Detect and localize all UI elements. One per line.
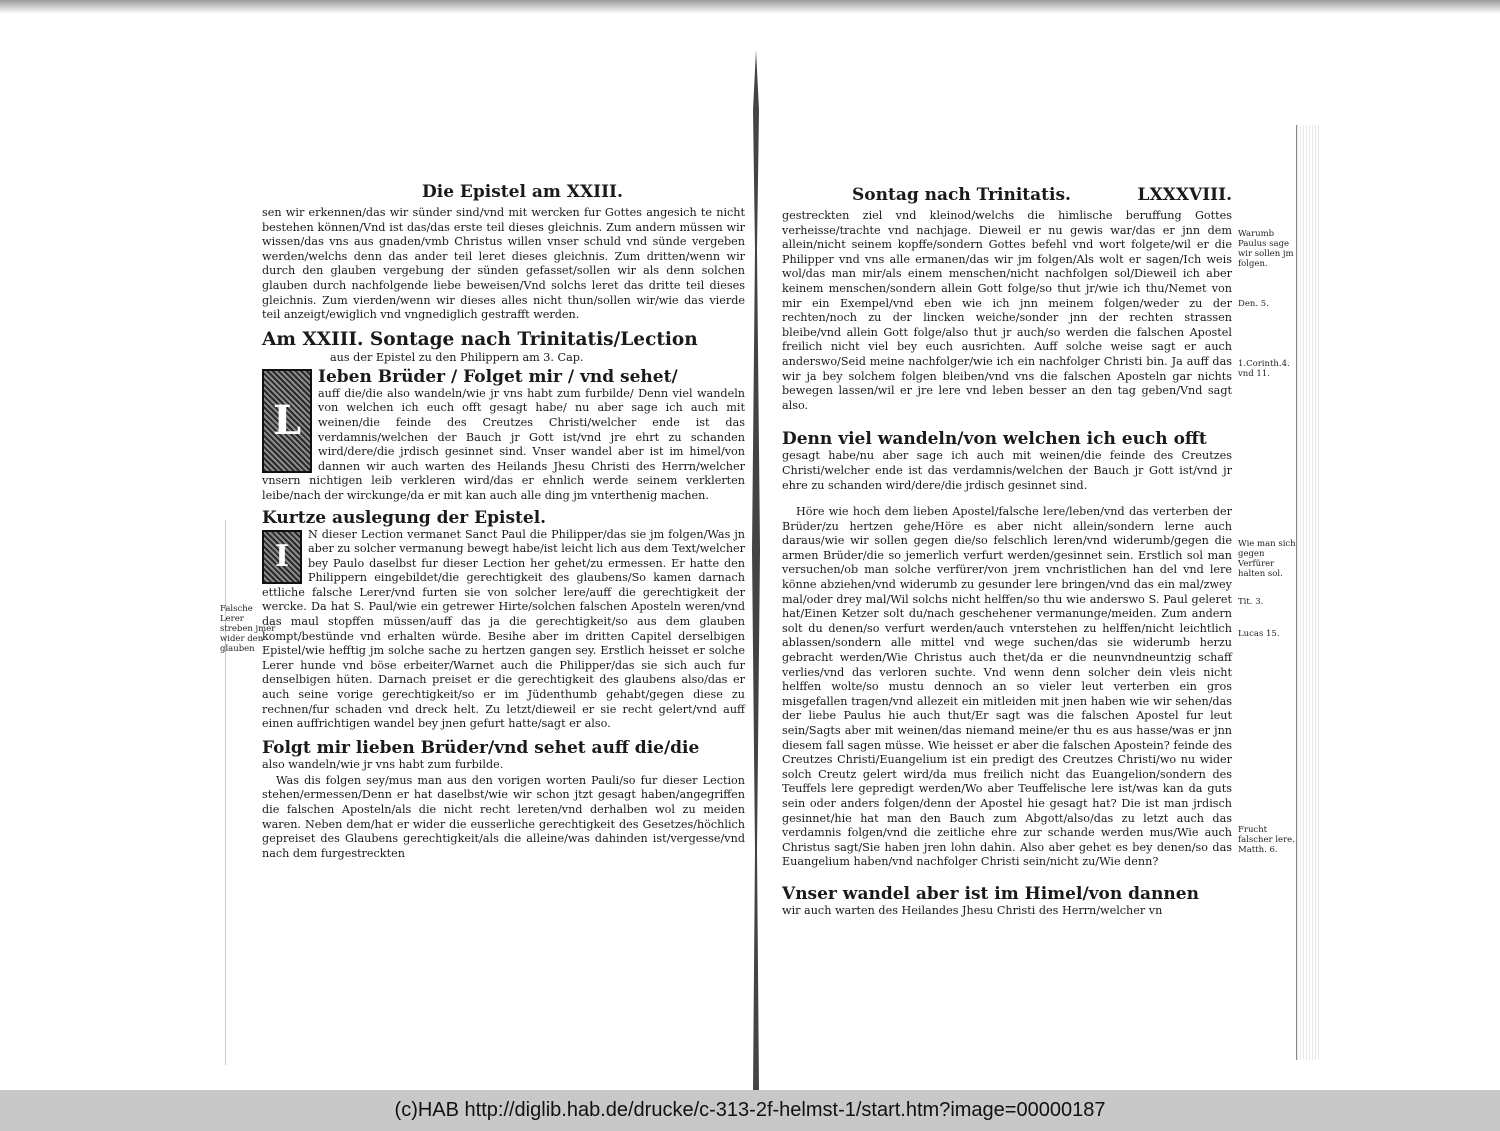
- copyright-caption-bar: [0, 1090, 1500, 1131]
- right-intro-block: [782, 209, 1294, 413]
- lection-block: [262, 367, 745, 504]
- left-intro-text: sen wir erkennen/das wir sünder sind/vnd mit wercken fur Gottes angesich te nicht bestehen können/Vnd ist das/das erste teil dieses gleichnis. Zum andern müssen wir wissen/das vns aus gnaden/vmb Christus willen vnser schuld vnd sünde vergeben werden/welchs denn das ander teil leret dieses gleichnis. Zum dritten/wenn wir durch den glauben vergebung der sünden gefasset/sollen wir als denn solchen glauben durch nachfolgende liebe beweisen/Vnd solchs leret das dritte teil dieses gleichnis. Zum vierden/wenn wir dieses alles nicht thun/sollen wir/wie das vierde teil anzeigt/ewiglich vnd vngnediglich gestrafft werden.: [262, 206, 745, 322]
- right-page: [782, 185, 1296, 919]
- scan-top-edge: [0, 0, 1500, 14]
- auslegung-text: N dieser Lection vermanet Sanct Paul die Philipper/das sie jm folgen/Was jn aber zu solcher vermanung bewegt habe/ist leicht lich aus dem Text/welcher bey Paulo daselbst fur dieser Lection her gehet/zu ermessen. Er hatte den Philippern eingebildet/die gerechtigkeit des glaubens/So kamen darnach ettliche falsche Lerer/vnd furten sie von solcher lere/auff die gerechtigkeit der wercke. Da hat S. Paul/wie ein getrewer Hirte/solchen falschen Aposteln weren/vnd das maul stopffen müssen/auff das ja die gerechtigkeit/so aus dem glauben kompt/bestünde vnd erhalten würde. Besihe aber im dritten Capitel derselbigen Epistel/wie hefftig jm solche sache zu hertzen gangen sey. Erstlich heisset er solche Lerer hunde vnd böse erbeiter/Warnet auch die Philipper/das sie sich auch fur denselbigen hüten. Darnach preiset er die gerechtigkeit des glaubens also/das er auch seine vorige gerechtigkeit/so er im Jüdenthumb gehabt/gegen diese zu rechnen/fur schaden vnd dreck helt. Zu letzt/dieweil er sie recht gelert/vnd auff einen auffrichtigen wandel bey jnen gefurt hatte/sagt er also.: [262, 527, 745, 731]
- vnser-heading: Vnser wandel aber ist im Himel/von dannen: [782, 883, 1199, 904]
- folget-text: Was dis folgen sey/mus man aus den vorigen worten Pauli/so fur dieser Lection stehen/ermessen/Denn er hat daselbst/wie wir schon jtzt gesagt haben/angegriffen die falschen Aposteln/als die nicht recht lereten/vnd derhalben wol zu meiden waren. Neben dem/hat er wider die eusserliche gerechtigkeit des Gesetzes/höchlich gepreiset des Glaubens gerechtigkeit/als die alleine/was dahinden ist/vergesse/vnd nach dem furgestreckten: [262, 773, 745, 860]
- right-running-head: [782, 185, 1232, 205]
- margin-note-5: Tit. 3.: [1238, 597, 1264, 608]
- lection-subheading: aus der Epistel zu den Philippern am 3. Cap.: [330, 350, 584, 364]
- margin-note-4: Wie man sich gegen Verfürer halten sol.: [1238, 539, 1296, 580]
- margin-note-1: Warumb Paulus sage wir sollen jm folgen.: [1238, 229, 1294, 269]
- denn-text: gesagt habe/nu aber sage ich auch mit weinen/die feinde des Creutzes Christi/welcher ende ist das verdamnis/welchen der Bauch jr Gott ist/vnd jr ehre zu schanden wird/dere/die jrdisch gesinnet sind.: [782, 449, 1232, 492]
- margin-note-6: Lucas 15.: [1238, 629, 1280, 640]
- right-intro-text: gestreckten ziel vnd kleinod/welchs die himlische beruffung Gottes verheisse/trachte vnd nachjage. Dieweil er nu gewis war/das er jnn dem allein/nicht seinem kopffe/sondern Gottes befehl vnd wort folgete/wil er die Philipper vnd vns alle ermanen/das wir jm folgen/Als wolt er sagen/Ich weis wol/das man mir/als einem menschen/nicht nachfolgen sol/Dieweil ich aber keinem menschen/sondern allein Gott folge/so thut jr/wie ich thu/Nemet von mir ein Exempel/vnd eben wie ich jnn meinem folgen/weder zu der rechten/noch zu der lincken weiche/sonder jnn der rechten strassen bleibe/vnd allein Gott folge/also thut jr auch/so werden die falschen Apostel freilich nicht viel bey euch ausrichten. Auff solche weise sagt er auch anderswo/Seid meine nachfolger/wie ich ein nachfolger Christi bin. Ja auff das wir ja bey solchem folgen bleiben/vnd vns die falschen Aposteln gar nichts bewegen lassen/wil er jre lere vnd leben besser an den tag geben/Vnd sagt also.: [782, 209, 1232, 412]
- book-gutter: [745, 50, 767, 1090]
- margin-note-falsche-lerer: Falsche Lerer streben jmer wider den glauben: [220, 603, 276, 654]
- hore-text: Höre wie hoch dem lieben Apostel/falsche lere/leben/vnd das verterben der Brüder/zu hertzen gehe/Höre es aber nicht allein/sondern lerne auch daraus/wie wir sollen gegen die/so felschlich leren/vnd widerumb/gegen die armen Brüder/die so jemerlich verfurt werden/gesinnet sein. Erstlich sol man versuchen/ob man solche verfürer/von jrem vnchristlichen han del vnd lere könne abziehen/vnd widerumb zu gesunder lere bringen/vnd das ein mal/zwey mal/oder drey mal/Wil solchs nicht helffen/so thu wie anderswo S. Paul geleret hat/Einen Ketzer solt du/nach geschehener vermanunge/meiden. Zum andern solt du denen/so verfurt werden/auch vnterstehen zu helffen/nicht leichtlich ablassen/sondern alle mittel vnd wege suchen/das sie widerumb herzu gebracht werden/Wie Christus auch thet/da er die neunvndneuntzig schaff verlies/vnd das verloren suchte. Vnd wenn denn solcher dein vleis nicht helffen wolte/so mustu dennoch an so vieler leut verterben ein gros misgefallen tragen/vnd allezeit ein mitleiden mit jnen haben wie wir sehen/das der liebe Paulus hie auch thut/Er sagt was die falschen Apostel fur leut sein/Sagts aber mit weinen/das niemand meine/er thu es aus hasse/was er jnn diesem fall sagen müsse. Wie heisset er aber die falschen Apostein? feinde des Creutzes Christi/Euangelium ist ein predigt des Creutzes Christi/wo nu wider solch Creutz gelert wird/da mus freilich nicht das Euangelion/sondern des Teuffels lere gepredigt werden/Wo aber Teuffelische lere ist/was kan da guts sein oder anders folgen/denn der Apostel hie gesagt hat? Die ist man jrdisch gesinnet/hie hat man den Bauch zum Abgott/also/das zu letzt auch das verdamnis folgen/vnd die zeitliche ehre zur schande werden mus/Wie auch Christus sagt/Sie haben jren lohn dahin. Also aber gehet es bey denen/so das Euangelium haben/vnd nachfolger Christi sein/nicht zu/Wie denn?: [782, 505, 1232, 869]
- decorated-initial-l: L: [262, 369, 312, 473]
- right-running-title: Sontag nach Trinitatis.: [852, 185, 1071, 205]
- copyright-caption: (c)HAB http://diglib.hab.de/drucke/c-313-2f-helmst-1/start.htm?image=00000187: [394, 1099, 1106, 1121]
- margin-note-7: Frucht falscher lere. Matth. 6.: [1238, 825, 1295, 856]
- margin-note-3: 1.Corinth.4. vnd 11.: [1238, 359, 1290, 379]
- lection-heading: Am XXIII. Sontage nach Trinitatis/Lection: [262, 328, 698, 350]
- vnser-text: wir auch warten des Heilandes Jhesu Christi des Herrn/welcher vn: [782, 903, 1163, 917]
- folget-subheading: also wandeln/wie jr vns habt zum furbilde.: [262, 757, 504, 771]
- folget-heading: Folgt mir lieben Brüder/vnd sehet auff die/die: [262, 737, 700, 758]
- margin-note-2: Den. 5.: [1238, 299, 1269, 309]
- page-edges-stack: [1296, 125, 1319, 1060]
- denn-heading: Denn viel wandeln/von welchen ich euch offt: [782, 429, 1207, 450]
- auslegung-heading: Kurtze auslegung der Epistel.: [262, 507, 547, 528]
- left-edge-line: [225, 520, 226, 1065]
- left-running-head: Die Epistel am XXIII.: [422, 182, 623, 202]
- folio-number: LXXXVIII.: [1137, 185, 1232, 205]
- hore-block: [782, 505, 1296, 870]
- left-page: [220, 182, 745, 861]
- lection-text: auff die/die also wandeln/wie jr vns habt zum furbilde/ Denn viel wandeln von welchen ich euch offt gesagt habe/ nu aber sage ich auch mit weinen/die feinde des Creutzes Christi/welcher ende ist das verdamnis/welchen der Bauch jr Gott ist/vnd jre ehrt zu schanden wird/dere/die jrdisch gesinnet sind. Vnser wandel aber ist im himel/von dannen wir auch warten des Heilands Jhesu Christi des Herrn/welcher vnsern nichtigen leib verkleren wird/das er ehnlich werde seinem verklerten leibe/nach der wirckunge/da er mit kan auch alle ding jm vnterthenig machen.: [262, 386, 745, 502]
- auslegung-block: [220, 527, 745, 732]
- decorated-initial-i: I: [262, 530, 302, 584]
- lection-lead: Ieben Brüder / Folget mir / vnd sehet/: [318, 366, 678, 387]
